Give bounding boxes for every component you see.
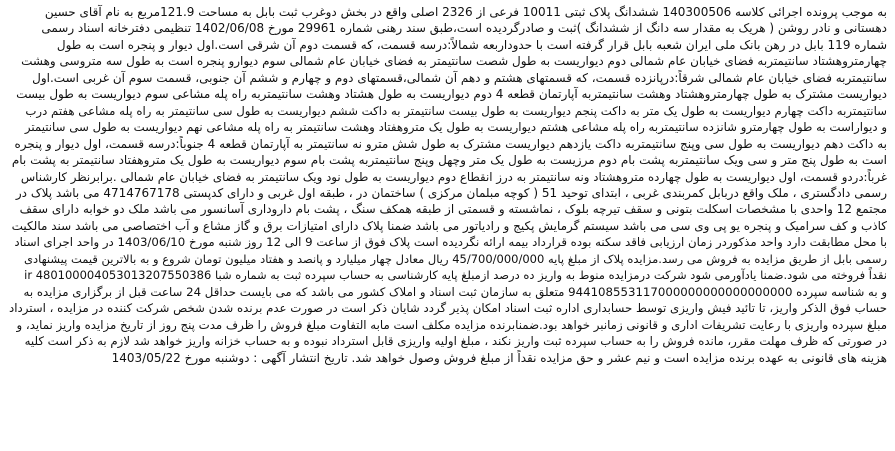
notice-line: نقداً فروخته می شود.ضمنا یادآورمی شود شرکت درمزایده منوط به واریز ده درصد ازمبلغ پایه کارشناسی به حساب سپرده ثبت به شماره شبا ir 480100004053013207550386 xyxy=(24,268,887,283)
notice-line: سانتیمتربه داکت چهارم دیواریست به طول یک متر به داکت پنجم دیواریست به طول بیست سانتیمتر به داکت ششم دیواریست به طول سی سانتیمتر به راه پله مشاعی هفتم درب xyxy=(25,103,887,118)
notice-line: دیواریست مشترک به طول چهارمتروهشتاد وهشت سانتیمتربه آپارتمان قطعه 4 دوم دیواریست به طول هشتاد وهشت سانتیمتربه راه پله مشاعی سوم دیواریست به طول بیست xyxy=(16,87,887,102)
notice-line: و به شناسه سپرده 944108553117000000000000000000 متعلق به سازمان ثبت اسناد و املاک کشور می باشد که می بایست حداقل 24 ساعت قبل از برگزاری مزایده به xyxy=(23,284,887,299)
notice-line: رسمی دادگستری ، ملک واقع دربابل کمربندی غربی ، ابتدای توحید 51 ( کوچه مبلمان مرکزی ) ساختمان در ، طبقه اول غربی و دارای کدپستی 4714767178 می باشد پلاک در xyxy=(15,185,887,200)
notice-line: با محل مطابقت دارد واحد مذکوردر زمان ارزیابی فاقد سکنه بوده قرارداد بیمه ارائه نگردیده است پلاک فوق از ساعت 9 الی 12 روز شنبه مورخ 1403/06/10 در واحد اجرای اسناد xyxy=(14,235,887,250)
notice-line: مجتمع 12 واحدی با مشخصات اسکلت بتونی و سقف تیرچه بلوک ، نماشسته و قسمتی از طبقه همکف سنگ ، پشت بام داروداری آسانسور می باشد ملک دو خوابه دارای سقف xyxy=(19,202,887,217)
notice-line: غرباً:دردو قسمت، اول دیواریست به طول چهارده متروهشتاد ونه سانتیمتر به درز انقطاع دوم دیواریست به طول نود ویک سانتیمتر به فضای خیابان عام شمالی .برابرنظر کارشناس xyxy=(20,169,887,184)
notice-line: چهارمتروهشتاد سانتیمتربه فضای خیابان عام شمالی دوم دیواریست به طول شصت سانتیمتر به فضای خیابان عام شمالی سوم دیوارو پنجره است به طول سه متروسی وهشت xyxy=(21,54,887,69)
notice-line: دهستانی و نادر روشن ( هریک به مقدار سه دانگ از ششدانگ )ثبت و صادرگردیده است،طبق سند رهنی شماره 29961 مورخ 1402/06/08 تنظیمی دفترخانه اسناد رسمی xyxy=(41,21,887,36)
notice-line: شماره 119 بابل در رهن بانک ملی ایران شعبه بابل قرار گرفته است با حدوداربعه شمالاً:درسه قسمت، که قسمت دوم آن شرقی است.اول دیوار و پنجره است به طول xyxy=(56,37,887,52)
notice-line: به داکت دهم دیواریست به طول سی وپنج سانتیمتربه داکت یازدهم دیواریست مشترک به طول شش مترو نه سانتیمتر به آپارتمان قطعه 4 جنوباً:درسه قسمت، اول دیوار و پنجره xyxy=(14,136,887,151)
notice-line: سانتیمتربه فضای خیابان عام شمالی شرقاً:درپانزده قسمت، که قسمتهای هشتم و دهم آن شمالی،قسمتهای دوم و چهارم و ششم آن جنوبی، قسمت سوم آن غربی است.اول xyxy=(32,70,887,85)
notice-line: و دیواراست به طول چهارمترو شانزده سانتیمتربه راه پله مشاعی هشتم دیواریست به طول یک متروهفتاد وهشت سانتیمتر به راه پله مشاعی نهم دیواریست به طول سی سانتیمتر xyxy=(24,120,887,135)
notice-line: کاذب و کف سرامیک و پنجره یو پی وی سی می باشد سیستم گرمایش پکیج و رادیاتور می باشد ضمنا پلاک دارای امتیازات برق و گاز مشاع و آب اختصاصی می باشد سند مالکیت xyxy=(11,218,887,233)
notice-line-publication-date: هزینه های قانونی به عهده برنده مزایده است و نیم عشر و حق مزایده نقداً از مبلغ فروش وصول خواهد شد. تاریخ انتشار آگهی : دوشنبه مورخ 1403/05/22 xyxy=(111,350,887,365)
notice-line: حساب فوق الذکر واریز، تا تائید فیش واریزی توسط حسابداری اداره ثبت اسناد امکان پذیر گردد شایان ذکر است در صورت عدم برنده شدن شخص شرکت کننده در مزایده ، استرداد xyxy=(8,301,887,316)
notice-line: به موجب پرونده اجرائی کلاسه 140300506 ششدانگ پلاک ثبتی 10011 فرعی از 2326 اصلی واقع در بخش دوغرب ثبت بابل به مساحت 121.9مربع به نام آقای حسین xyxy=(44,5,887,19)
notice-line: است به طول پنج متر و سی ویک سانتیمتربه پشت بام دوم مرزیست به طول یک متر وچهل وپنج سانتیمتربه پشت بام سوم دیواریست به طول یک متروهفتاد سانتیمتر به پشت بام xyxy=(11,153,887,168)
notice-line: در صورتی که ظرف مهلت مقرر، مانده فروش را به حساب سپرده ثبت واریز نکند ، مبلغ اولیه واریزی قابل استرداد نبوده و به حساب خزانه واریز خواهد شد لازم به ذکر است کلیه xyxy=(24,334,887,349)
notice-line: مبلغ سپرده واریزی با رعایت تشریفات اداری و قانونی زمانبر خواهد بود.ضمنابرنده مزایده مکلف است مابه التفاوت مبلغ فروش را ظرف مدت پنج روز از تاریخ مزایده واریز نماید، و xyxy=(16,317,887,332)
notice-line: رسمی بابل از طریق مزایده به فروش می رسد.مزایده پلاک از مبلغ پایه 45/700/000/000 ریال معادل چهار میلیارد و پانصد و هفتاد میلیون تومان شروع و به بالاترین قیمت پیشنهادی xyxy=(24,251,887,266)
